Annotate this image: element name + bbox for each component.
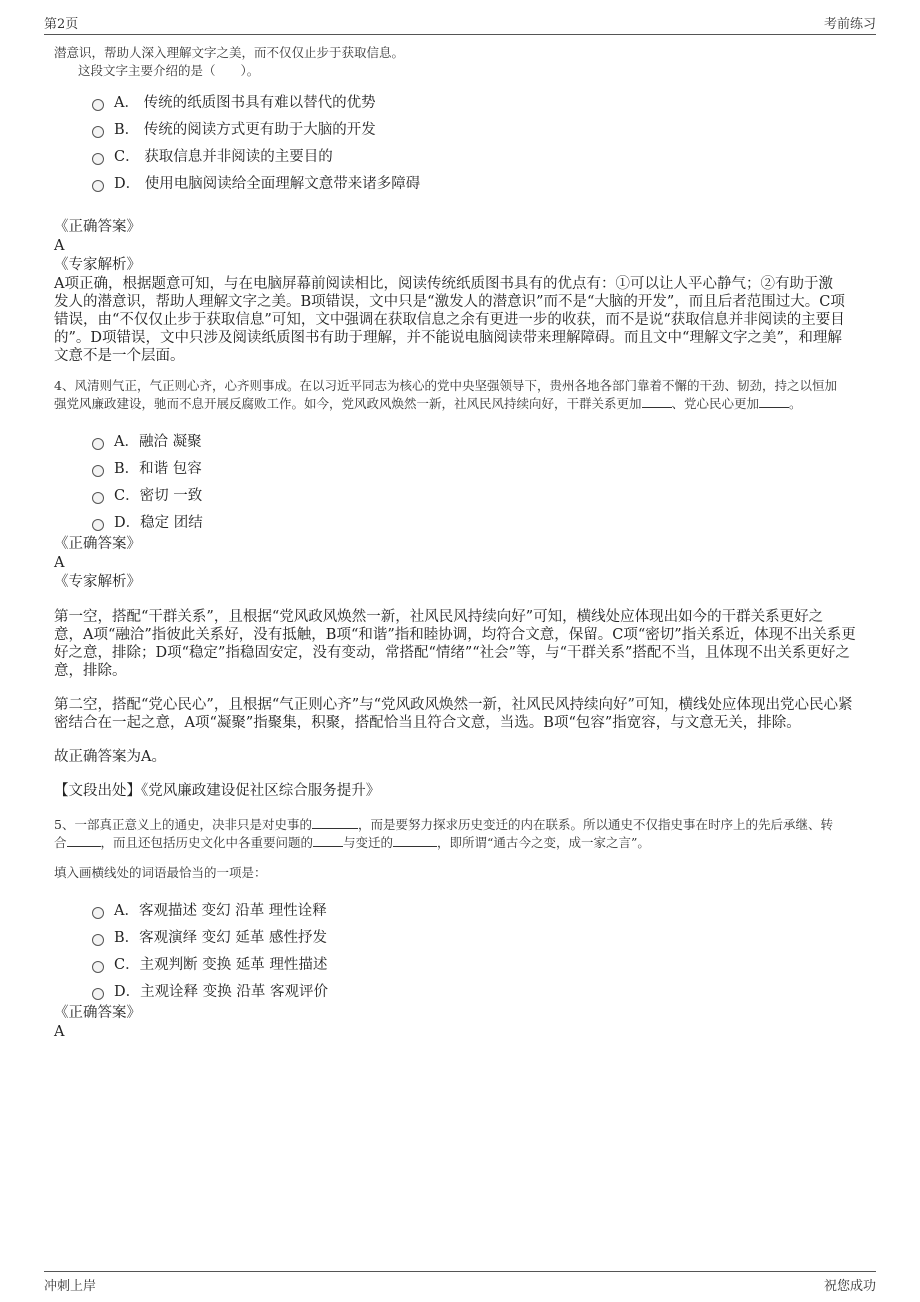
q5-option-a[interactable] bbox=[92, 896, 862, 923]
q3-analysis-label: 《专家解析》 bbox=[54, 257, 141, 273]
fill-blank bbox=[312, 817, 358, 829]
text-run: 、党心民心更加 bbox=[671, 396, 760, 411]
analysis-line: 意，A项“融洽”指彼此关系好，没有抵触，B项“和谐”指和睦协调，均符合文意，保留。C项“密切”指关系近，体现不出关系更 bbox=[54, 627, 856, 643]
option-label: D．稳定 团结 bbox=[114, 515, 203, 531]
q4-options bbox=[92, 427, 862, 535]
option-label: C．密切 一致 bbox=[114, 488, 203, 504]
option-label: B．客观演绎 变幻 延革 感性抒发 bbox=[114, 930, 327, 946]
q4-passage bbox=[54, 377, 862, 413]
radio-icon[interactable] bbox=[92, 126, 104, 138]
fill-blank bbox=[393, 835, 437, 847]
q4-source: 【文段出处】《党风廉政建设促社区综合服务提升》 bbox=[54, 783, 381, 799]
analysis-line: 的”。D项错误，文中只涉及阅读纸质图书有助于理解，并不能说电脑阅读带来理解障碍。而且文中“理解文字之美”，和理解 bbox=[54, 330, 842, 346]
q4-conclusion: 故正确答案为A。 bbox=[54, 749, 166, 765]
q5-option-d[interactable] bbox=[92, 977, 862, 1004]
analysis-line: 第一空，搭配“干群关系”，且根据“党风政风焕然一新，社风民风持续向好”可知，横线处应体现出如今的干群关系更好之 bbox=[54, 609, 824, 625]
q5-answer: A bbox=[54, 1024, 65, 1040]
radio-icon[interactable] bbox=[92, 519, 104, 531]
option-label: D．主观诠释 变换 沿革 客观评价 bbox=[114, 984, 328, 1000]
q4-analysis-p2 bbox=[54, 696, 862, 732]
q4-option-a[interactable] bbox=[92, 427, 862, 454]
analysis-line: 第二空，搭配“党心民心”，且根据“气正则心齐”与“党风政风焕然一新，社风民风持续向好”可知，横线处应体现出党心民心紧 bbox=[54, 697, 853, 713]
fill-blank bbox=[759, 396, 789, 408]
option-label: A． 传统的纸质图书具有难以替代的优势 bbox=[114, 95, 376, 111]
q3-analysis bbox=[54, 275, 862, 365]
radio-icon[interactable] bbox=[92, 438, 104, 450]
radio-icon[interactable] bbox=[92, 988, 104, 1000]
option-label: B．和谐 包容 bbox=[114, 461, 202, 477]
text-run: ，而且还包括历史文化中各重要问题的 bbox=[100, 835, 314, 850]
text-run: 强党风廉政建设，驰而不息开展反腐败工作。如今，党风政风焕然一新，社风民风持续向好，干群关系更加 bbox=[54, 396, 642, 411]
header-title: 考前练习 bbox=[823, 17, 876, 32]
text-run: 。 bbox=[789, 396, 802, 411]
radio-icon[interactable] bbox=[92, 907, 104, 919]
page-footer bbox=[44, 1271, 876, 1295]
analysis-line: 发人的潜意识，帮助人理解文字之美。B项错误，文中只是“激发人的潜意识”而不是“大脑的开发”，而且后者范围过大。C项 bbox=[54, 294, 845, 310]
option-label: C．主观判断 变换 延革 理性描述 bbox=[114, 957, 328, 973]
text-run: 合 bbox=[54, 835, 67, 850]
q3-option-b[interactable] bbox=[92, 115, 862, 142]
q3-answer-label: 《正确答案》 bbox=[54, 219, 141, 235]
text-run: 5、一部真正意义上的通史，决非只是对史事的 bbox=[54, 817, 312, 832]
q3-option-c[interactable] bbox=[92, 142, 862, 169]
q4-option-b[interactable] bbox=[92, 454, 862, 481]
analysis-line: 文意不是一个层面。 bbox=[54, 348, 185, 364]
q3-option-d[interactable] bbox=[92, 169, 862, 196]
option-label: C． 获取信息并非阅读的主要目的 bbox=[114, 149, 333, 165]
text-run: ，而是要努力探求历史变迁的内在联系。所以通史不仅指史事在时序上的先后承继、转 bbox=[357, 817, 833, 832]
text-run: 与变迁的 bbox=[343, 835, 394, 850]
q4-answer: A bbox=[54, 555, 65, 571]
fill-blank bbox=[67, 835, 101, 847]
analysis-line: 密结合在一起之意，A项“凝聚”指聚集，积聚，搭配恰当且符合文意，当选。B项“包容”指宽容，与文意无关，排除。 bbox=[54, 715, 801, 731]
analysis-line: A项正确，根据题意可知，与在电脑屏幕前阅读相比，阅读传统纸质图书具有的优点有：①可以让人平心静气；②有助于激 bbox=[54, 276, 833, 292]
q5-option-b[interactable] bbox=[92, 923, 862, 950]
radio-icon[interactable] bbox=[92, 99, 104, 111]
analysis-line: 好之意，排除；D项“稳定”指稳固安定，没有变动，常搭配“情绪”“社会”等，与“干群关系”搭配不当，且体现不出关系更好之 bbox=[54, 645, 850, 661]
q5-line bbox=[54, 816, 862, 834]
analysis-line: 意，排除。 bbox=[54, 663, 127, 679]
radio-icon[interactable] bbox=[92, 934, 104, 946]
q3-answer: A bbox=[54, 238, 65, 254]
q4-line bbox=[54, 395, 862, 413]
q5-option-c[interactable] bbox=[92, 950, 862, 977]
q4-option-d[interactable] bbox=[92, 508, 862, 535]
radio-icon[interactable] bbox=[92, 180, 104, 192]
q5-passage bbox=[54, 816, 862, 852]
q5-answer-label: 《正确答案》 bbox=[54, 1005, 141, 1021]
option-label: B． 传统的阅读方式更有助于大脑的开发 bbox=[114, 122, 376, 138]
page-header bbox=[44, 12, 876, 35]
q3-stem: 这段文字主要介绍的是（ ）。 bbox=[78, 63, 260, 78]
footer-right: 祝您成功 bbox=[823, 1279, 876, 1294]
option-label: A．客观描述 变幻 沿革 理性诠释 bbox=[114, 903, 327, 919]
radio-icon[interactable] bbox=[92, 961, 104, 973]
footer-left: 冲刺上岸 bbox=[44, 1279, 97, 1294]
q4-line: 4、风清则气正，气正则心齐，心齐则事成。在以习近平同志为核心的党中央坚强领导下，贵州各地各部门靠着不懈的干劲、韧劲，持之以恒加 bbox=[54, 378, 837, 393]
q5-stem: 填入画横线处的词语最恰当的一项是： bbox=[54, 865, 267, 880]
q3-options bbox=[92, 88, 862, 196]
q4-analysis-label: 《专家解析》 bbox=[54, 574, 141, 590]
q4-analysis-p1 bbox=[54, 608, 862, 680]
option-label: A．融洽 凝聚 bbox=[114, 434, 202, 450]
q5-line bbox=[54, 834, 862, 852]
fill-blank bbox=[642, 396, 672, 408]
radio-icon[interactable] bbox=[92, 153, 104, 165]
radio-icon[interactable] bbox=[92, 465, 104, 477]
radio-icon[interactable] bbox=[92, 492, 104, 504]
q4-answer-label: 《正确答案》 bbox=[54, 536, 141, 552]
page-content bbox=[54, 44, 862, 1042]
q4-option-c[interactable] bbox=[92, 481, 862, 508]
q3-option-a[interactable] bbox=[92, 88, 862, 115]
page-number: 第2页 bbox=[44, 17, 79, 32]
q3-passage-tail: 潜意识，帮助人深入理解文字之美，而不仅仅止步于获取信息。 bbox=[54, 45, 405, 60]
fill-blank bbox=[313, 835, 343, 847]
option-label: D． 使用电脑阅读给全面理解文意带来诸多障碍 bbox=[114, 176, 421, 192]
q5-options bbox=[92, 896, 862, 1004]
analysis-line: 错误，由“不仅仅止步于获取信息”可知，文中强调在获取信息之余有更进一步的收获，而不是说“获取信息并非阅读的主要目 bbox=[54, 312, 845, 328]
text-run: ，即所谓“通古今之变，成一家之言”。 bbox=[437, 835, 650, 850]
